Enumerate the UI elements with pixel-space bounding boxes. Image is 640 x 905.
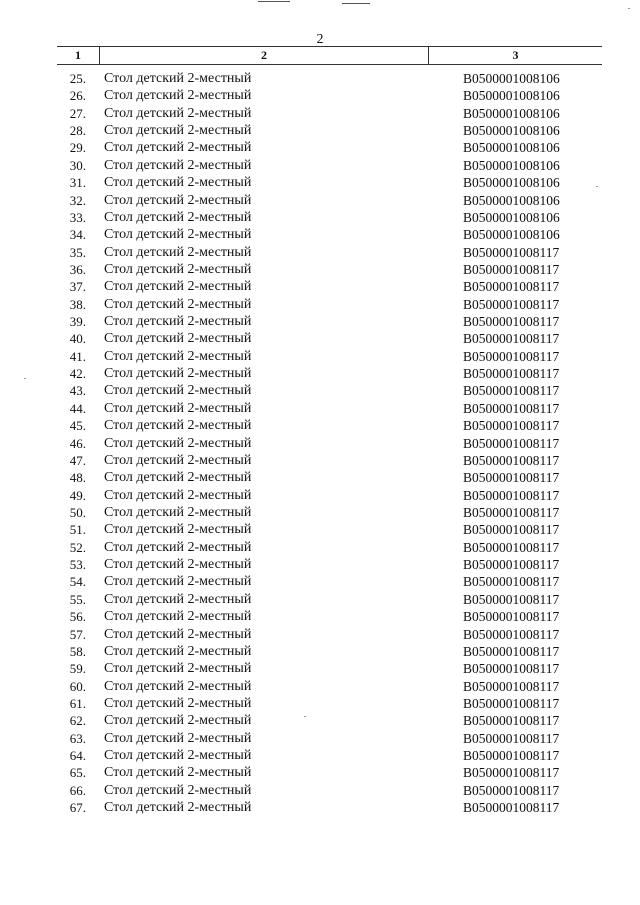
item-name: Стол детский 2-местный: [104, 331, 252, 347]
item-name: Стол детский 2-местный: [104, 71, 252, 86]
item-name: Стол детский 2-местный: [104, 175, 252, 191]
table-row: [0, 192, 640, 209]
row-number: 43.: [69, 383, 86, 399]
row-number: 38.: [69, 296, 86, 312]
item-name: Стол детский 2-местный: [104, 557, 252, 573]
inventory-code: В0500001008117: [463, 765, 560, 781]
row-number: 50.: [69, 504, 86, 520]
table-row: [0, 452, 640, 469]
item-name: Стол детский 2-местный: [104, 765, 252, 781]
table-row: [0, 678, 640, 695]
inventory-code: В0500001008117: [463, 296, 560, 312]
inventory-code: В0500001008106: [463, 123, 560, 139]
row-number: 30.: [69, 157, 86, 173]
item-name: Стол детский 2-местный: [104, 157, 252, 173]
table-row: [0, 539, 640, 556]
row-number: 32.: [69, 192, 86, 208]
row-number: 52.: [69, 539, 86, 555]
table-row: [0, 400, 640, 417]
row-number: 45.: [69, 418, 86, 434]
inventory-code: В0500001008117: [463, 383, 560, 399]
row-number: 36.: [69, 261, 86, 277]
row-number: 54.: [69, 574, 86, 590]
item-name: Стол детский 2-местный: [104, 504, 252, 520]
item-name: Стол детский 2-местный: [104, 383, 252, 399]
table-row: [0, 70, 640, 87]
inventory-code: В0500001008117: [463, 470, 560, 486]
row-number: 62.: [69, 713, 86, 729]
table-row: [0, 313, 640, 330]
table-row: [0, 139, 640, 156]
page-number: 2: [316, 32, 324, 47]
item-name: Стол детский 2-местный: [104, 487, 252, 503]
table-row: [0, 278, 640, 295]
item-name: Стол детский 2-местный: [104, 522, 252, 538]
table-row: [0, 209, 640, 226]
row-number: 60.: [69, 678, 86, 694]
table-row: [0, 469, 640, 486]
table-row: [0, 174, 640, 191]
table-header: [57, 46, 602, 65]
item-name: Стол детский 2-местный: [104, 296, 252, 312]
table-row: [0, 330, 640, 347]
row-number: 64.: [69, 748, 86, 764]
item-name: Стол детский 2-местный: [104, 314, 252, 330]
table-row: [0, 747, 640, 764]
row-number: 37.: [69, 279, 86, 295]
row-number: 46.: [69, 435, 86, 451]
row-number: 48.: [69, 470, 86, 486]
inventory-code: В0500001008117: [463, 748, 560, 764]
row-number: 29.: [69, 140, 86, 156]
inventory-code: В0500001008106: [463, 71, 560, 86]
item-name: Стол детский 2-местный: [104, 730, 252, 746]
table-row: [0, 730, 640, 747]
table-row: [0, 521, 640, 538]
inventory-code: В0500001008117: [463, 626, 560, 642]
row-number: 67.: [69, 800, 86, 816]
inventory-code: В0500001008117: [463, 400, 560, 416]
table-row: [0, 435, 640, 452]
row-number: 57.: [69, 626, 86, 642]
table-row: [0, 660, 640, 677]
item-name: Стол детский 2-местный: [104, 123, 252, 139]
row-number: 35.: [69, 244, 86, 260]
row-number: 28.: [69, 123, 86, 139]
row-number: 56.: [69, 609, 86, 625]
item-name: Стол детский 2-местный: [104, 435, 252, 451]
item-name: Стол детский 2-местный: [104, 209, 252, 225]
table-row: [0, 626, 640, 643]
row-number: 42.: [69, 366, 86, 382]
row-number: 47.: [69, 452, 86, 468]
table-row: [0, 764, 640, 781]
item-name: Стол детский 2-местный: [104, 695, 252, 711]
item-name: Стол детский 2-местный: [104, 105, 252, 121]
item-name: Стол детский 2-местный: [104, 348, 252, 364]
inventory-code: В0500001008117: [463, 643, 560, 659]
inventory-code: В0500001008117: [463, 418, 560, 434]
inventory-code: В0500001008106: [463, 175, 560, 191]
item-name: Стол детский 2-местный: [104, 626, 252, 642]
column-header-1: 1: [57, 47, 100, 64]
inventory-code: В0500001008117: [463, 730, 560, 746]
inventory-code: В0500001008117: [463, 713, 560, 729]
row-number: 58.: [69, 643, 86, 659]
row-number: 66.: [69, 782, 86, 798]
row-number: 61.: [69, 695, 86, 711]
inventory-code: В0500001008117: [463, 366, 560, 382]
table-row: [0, 261, 640, 278]
table-row: [0, 608, 640, 625]
row-number: 63.: [69, 730, 86, 746]
item-name: Стол детский 2-местный: [104, 643, 252, 659]
item-name: Стол детский 2-местный: [104, 400, 252, 416]
inventory-code: В0500001008117: [463, 348, 560, 364]
item-name: Стол детский 2-местный: [104, 800, 252, 816]
item-name: Стол детский 2-местный: [104, 661, 252, 677]
inventory-code: В0500001008106: [463, 88, 560, 104]
row-number: 31.: [69, 175, 86, 191]
scan-mark: [258, 1, 290, 2]
row-number: 65.: [69, 765, 86, 781]
inventory-code: В0500001008117: [463, 452, 560, 468]
inventory-code: В0500001008117: [463, 504, 560, 520]
item-name: Стол детский 2-местный: [104, 452, 252, 468]
item-name: Стол детский 2-местный: [104, 713, 252, 729]
item-name: Стол детский 2-местный: [104, 227, 252, 243]
inventory-code: В0500001008117: [463, 591, 560, 607]
item-name: Стол детский 2-местный: [104, 470, 252, 486]
table-row: [0, 799, 640, 816]
inventory-code: В0500001008117: [463, 435, 560, 451]
inventory-code: В0500001008106: [463, 209, 560, 225]
table-row: [0, 643, 640, 660]
row-number: 39.: [69, 314, 86, 330]
table-row: [0, 348, 640, 365]
row-number: 51.: [69, 522, 86, 538]
row-number: 55.: [69, 591, 86, 607]
inventory-code: В0500001008117: [463, 261, 560, 277]
scan-mark: [342, 3, 370, 4]
row-number: 26.: [69, 88, 86, 104]
item-name: Стол детский 2-местный: [104, 574, 252, 590]
inventory-code: В0500001008117: [463, 331, 560, 347]
inventory-code: В0500001008117: [463, 487, 560, 503]
item-name: Стол детский 2-местный: [104, 366, 252, 382]
inventory-code: В0500001008117: [463, 661, 560, 677]
item-name: Стол детский 2-местный: [104, 782, 252, 798]
inventory-code: В0500001008117: [463, 314, 560, 330]
table-row: [0, 157, 640, 174]
row-number: 49.: [69, 487, 86, 503]
item-name: Стол детский 2-местный: [104, 748, 252, 764]
item-name: Стол детский 2-местный: [104, 539, 252, 555]
table-row: [0, 296, 640, 313]
inventory-code: В0500001008117: [463, 574, 560, 590]
inventory-code: В0500001008117: [463, 609, 560, 625]
item-name: Стол детский 2-местный: [104, 609, 252, 625]
item-name: Стол детский 2-местный: [104, 140, 252, 156]
inventory-code: В0500001008106: [463, 157, 560, 173]
table-row: [0, 105, 640, 122]
scan-speck: [628, 8, 630, 9]
inventory-code: В0500001008117: [463, 522, 560, 538]
column-header-3: 3: [512, 48, 519, 62]
table-row: [0, 556, 640, 573]
row-number: 40.: [69, 331, 86, 347]
item-name: Стол детский 2-местный: [104, 261, 252, 277]
column-header-2: 2: [100, 47, 429, 64]
inventory-code: В0500001008106: [463, 227, 560, 243]
inventory-code: В0500001008106: [463, 192, 560, 208]
table-row: [0, 573, 640, 590]
item-name: Стол детский 2-местный: [104, 279, 252, 295]
row-number: 59.: [69, 661, 86, 677]
inventory-code: В0500001008117: [463, 539, 560, 555]
table-row: [0, 244, 640, 261]
inventory-code: В0500001008117: [463, 782, 560, 798]
table-row: [0, 782, 640, 799]
row-number: 44.: [69, 400, 86, 416]
table-row: [0, 591, 640, 608]
table-body: [0, 70, 640, 816]
table-row: [0, 712, 640, 729]
item-name: Стол детский 2-местный: [104, 591, 252, 607]
table-row: [0, 487, 640, 504]
table-row: [0, 122, 640, 139]
row-number: 25.: [69, 71, 86, 86]
row-number: 33.: [69, 209, 86, 225]
item-name: Стол детский 2-местный: [104, 244, 252, 260]
row-number: 34.: [69, 227, 86, 243]
table-row: [0, 417, 640, 434]
table-row: [0, 382, 640, 399]
inventory-code: В0500001008117: [463, 800, 560, 816]
row-number: 53.: [69, 557, 86, 573]
table-row: [0, 87, 640, 104]
inventory-code: В0500001008117: [463, 557, 560, 573]
table-row: [0, 695, 640, 712]
item-name: Стол детский 2-местный: [104, 678, 252, 694]
row-number: 27.: [69, 105, 86, 121]
inventory-code: В0500001008117: [463, 279, 560, 295]
inventory-code: В0500001008106: [463, 140, 560, 156]
item-name: Стол детский 2-местный: [104, 88, 252, 104]
table-row: [0, 365, 640, 382]
row-number: 41.: [69, 348, 86, 364]
item-name: Стол детский 2-местный: [104, 192, 252, 208]
inventory-code: В0500001008117: [463, 678, 560, 694]
inventory-code: В0500001008117: [463, 244, 560, 260]
inventory-code: В0500001008106: [463, 105, 560, 121]
table-row: [0, 504, 640, 521]
table-row: [0, 226, 640, 243]
inventory-code: В0500001008117: [463, 695, 560, 711]
item-name: Стол детский 2-местный: [104, 418, 252, 434]
